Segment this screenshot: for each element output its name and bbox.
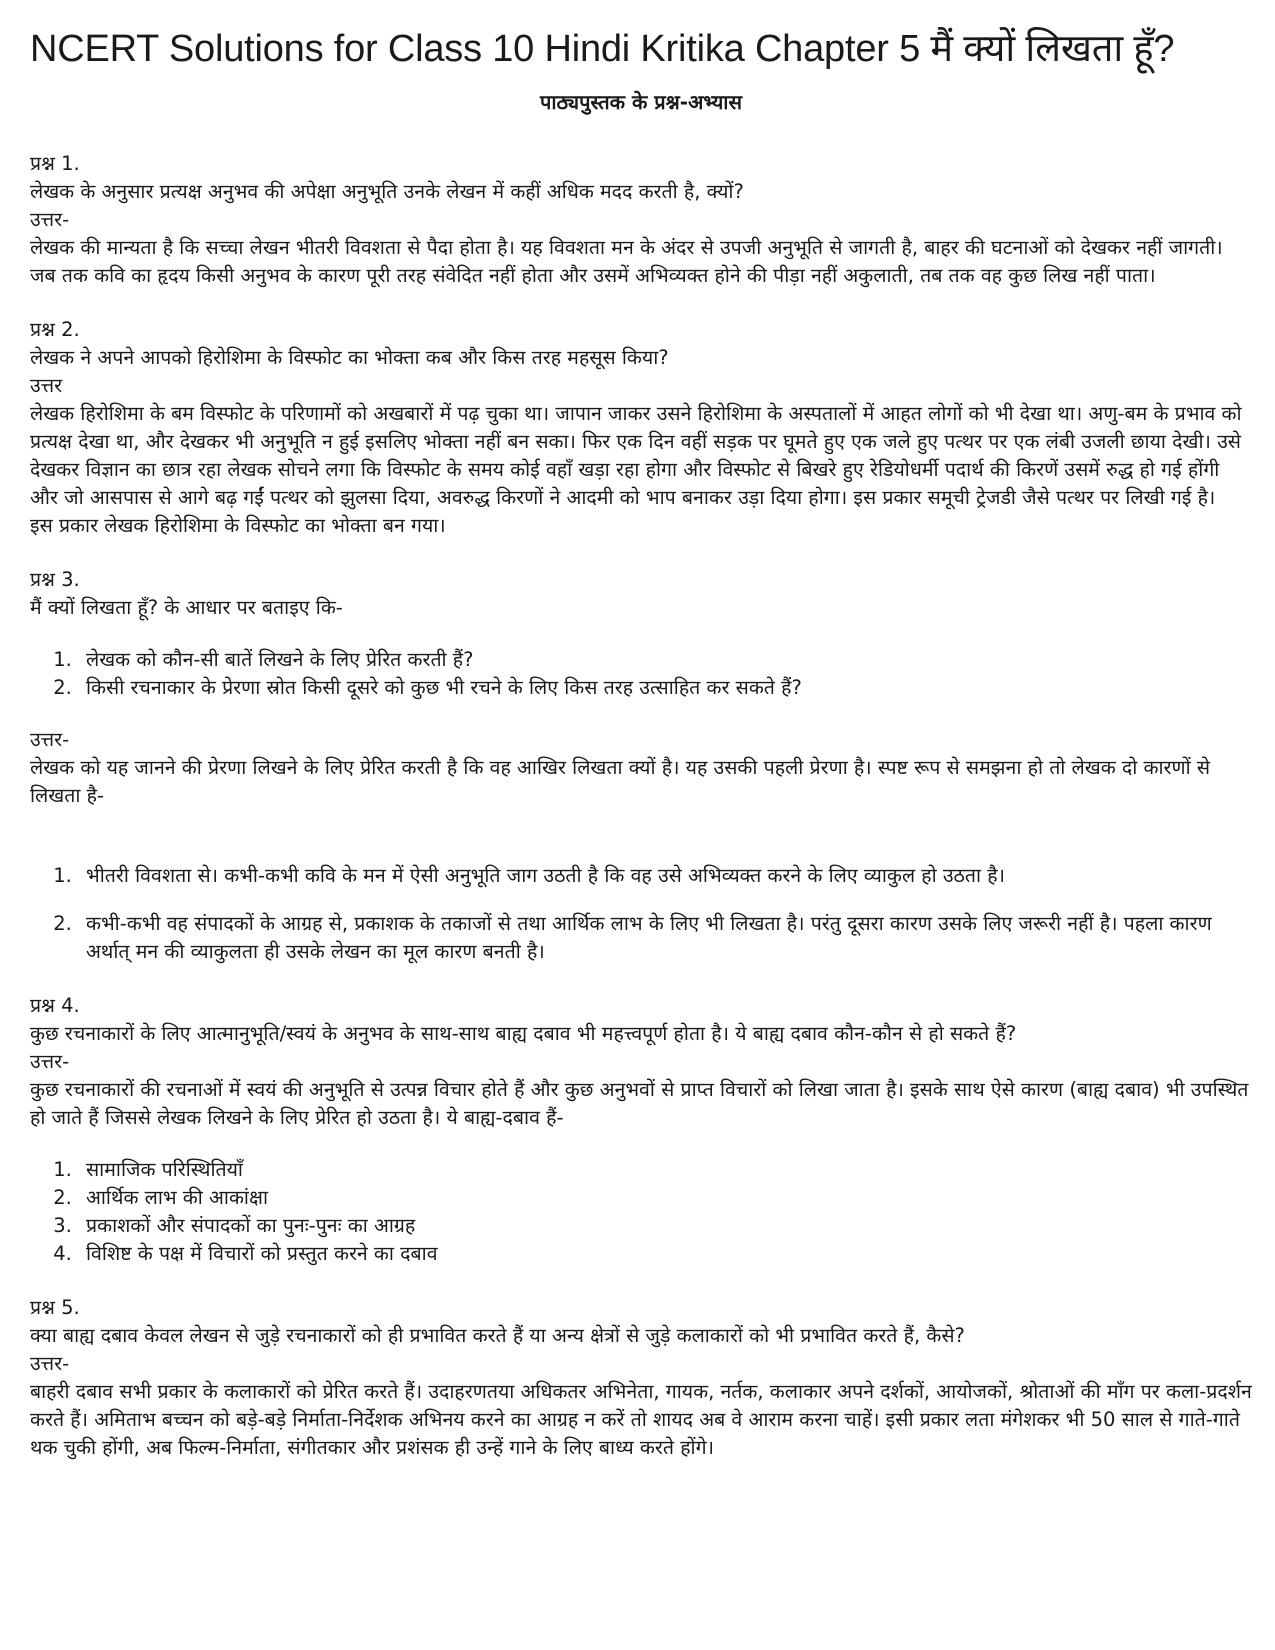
page-title: NCERT Solutions for Class 10 Hindi Kritika Chapter 5 मैं क्यों लिखता हूँ? bbox=[30, 28, 1175, 70]
question-label: प्रश्न 5. bbox=[30, 1295, 80, 1319]
list-item: 4. विशिष्ट के पक्ष में विचारों को प्रस्तुत करने का दबाव bbox=[78, 1240, 1252, 1268]
reason-list bbox=[30, 862, 1252, 966]
question-block-4 bbox=[30, 992, 1252, 1268]
answer-label: उत्तर bbox=[30, 373, 63, 397]
question-block-1 bbox=[30, 150, 1252, 290]
pressure-list bbox=[30, 1156, 1252, 1268]
question-block-3 bbox=[30, 566, 1252, 966]
spacer bbox=[30, 810, 1252, 862]
question-text: मैं क्यों लिखता हूँ? के आधार पर बताइए कि- bbox=[30, 595, 343, 619]
answer-label: उत्तर- bbox=[30, 727, 70, 751]
list-item: 1. भीतरी विवशता से। कभी-कभी कवि के मन में ऐसी अनुभूति जाग उठती है कि वह उसे अभिव्यक्त करने के लिए व्याकुल हो उठता है। bbox=[78, 862, 1252, 890]
question-block-5 bbox=[30, 1294, 1252, 1462]
list-item: 3. प्रकाशकों और संपादकों का पुनः-पुनः का आग्रह bbox=[78, 1212, 1252, 1240]
question-text: लेखक के अनुसार प्रत्यक्ष अनुभव की अपेक्षा अनुभूति उनके लेखन में कहीं अधिक मदद करती है, क्यों? bbox=[30, 179, 744, 203]
question-text: क्या बाह्य दबाव केवल लेखन से जुड़े रचनाकारों को ही प्रभावित करते हैं या अन्य क्षेत्रों से जुड़े कलाकारों को भी प्रभावित करते हैं, कैसे? bbox=[30, 1323, 965, 1347]
question-text: लेखक ने अपने आपको हिरोशिमा के विस्फोट का भोक्ता कब और किस तरह महसूस किया? bbox=[30, 345, 669, 369]
question-text: कुछ रचनाकारों के लिए आत्मानुभूति/स्वयं के अनुभव के साथ-साथ बाह्य दबाव भी महत्त्वपूर्ण होता है। ये बाह्य दबाव कौन-कौन से हो सकते हैं? bbox=[30, 1021, 1017, 1045]
answer-label: उत्तर- bbox=[30, 1351, 70, 1375]
question-label: प्रश्न 2. bbox=[30, 317, 80, 341]
answer-text: लेखक को यह जानने की प्रेरणा लिखने के लिए प्रेरित करती है कि वह आखिर लिखता क्यों है। यह उसकी पहली प्रेरणा है। स्पष्ट रूप से समझना हो तो लेखक दो कारणों से लिखता है- bbox=[30, 755, 1211, 807]
question-label: प्रश्न 3. bbox=[30, 567, 80, 591]
question-label: प्रश्न 4. bbox=[30, 993, 80, 1017]
answer-text: बाहरी दबाव सभी प्रकार के कलाकारों को प्रेरित करते हैं। उदाहरणतया अधिकतर अभिनेता, गायक, नर्तक, कलाकार अपने दर्शकों, आयोजकों, श्रोताओं की माँग पर कला-प्रदर्शन करते हैं। अमिताभ बच्चन को बड़े-बड़े निर्माता-निर्देशक अभिनय करने का आग्रह न करें तो शायद अब वे आराम करना चाहें। इसी प्रकार लता मंगेशकर भी 50 साल से गाते-गाते थक चुकी होंगी, अब फिल्म-निर्माता, संगीतकार और प्रशंसक ही उन्हें गाने के लिए बाध्य करते होंगे। bbox=[30, 1379, 1252, 1459]
list-item: 2. कभी-कभी वह संपादकों के आग्रह से, प्रकाशक के तकाजों से तथा आर्थिक लाभ के लिए भी लिखता है। परंतु दूसरा कारण उसके लिए जरूरी नहीं है। पहला कारण अर्थात् मन की व्याकुलता ही उसके लेखन का मूल कारण बनती है। bbox=[78, 910, 1252, 966]
list-item: 1. सामाजिक परिस्थितियाँ bbox=[78, 1156, 1252, 1184]
question-label: प्रश्न 1. bbox=[30, 151, 80, 175]
answer-text: लेखक हिरोशिमा के बम विस्फोट के परिणामों को अखबारों में पढ़ चुका था। जापान जाकर उसने हिरोशिमा के अस्पतालों में आहत लोगों को भी देखा था। अणु-बम के प्रभाव को प्रत्यक्ष देखा था, और देखकर भी अनुभूति न हुई इसलिए भोक्ता नहीं बन सका। फिर एक दिन वहीं सड़क पर घूमते हुए एक जले हुए पत्थर पर एक लंबी उजली छाया देखी। उसे देखकर विज्ञान का छात्र रहा लेखक सोचने लगा कि विस्फोट के समय कोई वहाँ खड़ा रहा होगा और विस्फोट से बिखरे हुए रेडियोधर्मी पदार्थ की किरणें उसमें रुद्ध हो गई होंगी और जो आसपास से आगे बढ़ गईं पत्थर को झुलसा दिया, अवरुद्ध किरणों ने आदमी को भाप बनाकर उड़ा दिया होगा। इस प्रकार समूची ट्रेजडी जैसे पत्थर पर लिखी गई है। bbox=[30, 401, 1242, 509]
list-item: 2. किसी रचनाकार के प्रेरणा स्रोत किसी दूसरे को कुछ भी रचने के लिए किस तरह उत्साहित कर सकते हैं? bbox=[78, 674, 1252, 702]
question-block-2 bbox=[30, 316, 1252, 540]
answer-label: उत्तर- bbox=[30, 207, 70, 231]
answer-label: उत्तर- bbox=[30, 1049, 70, 1073]
qa-content bbox=[30, 150, 1252, 1462]
list-item: 2. आर्थिक लाभ की आकांक्षा bbox=[78, 1184, 1252, 1212]
list-item: 1. लेखक को कौन-सी बातें लिखने के लिए प्रेरित करती हैं? bbox=[78, 646, 1252, 674]
answer-text: लेखक की मान्यता है कि सच्चा लेखन भीतरी विवशता से पैदा होता है। यह विवशता मन के अंदर से उपजी अनुभूति से जागती है, बाहर की घटनाओं को देखकर नहीं जागती। जब तक कवि का हृदय किसी अनुभव के कारण पूरी तरह संवेदित नहीं होता और उसमें अभिव्यक्त होने की पीड़ा नहीं अकुलाती, तब तक वह कुछ लिख नहीं पाता। bbox=[30, 235, 1223, 287]
answer-conclusion: इस प्रकार लेखक हिरोशिमा के विस्फोट का भोक्ता बन गया। bbox=[30, 513, 446, 537]
sub-question-list bbox=[30, 646, 1252, 702]
section-subtitle: पाठ्यपुस्तक के प्रश्न-अभ्यास bbox=[539, 89, 743, 114]
document-page bbox=[30, 26, 1252, 1462]
answer-text: कुछ रचनाकारों की रचनाओं में स्वयं की अनुभूति से उत्पन्न विचार होते हैं और कुछ अनुभवों से प्राप्त विचारों को लिखा जाता है। इसके साथ ऐसे कारण (बाह्य दबाव) भी उपस्थित हो जाते हैं जिससे लेखक लिखने के लिए प्रेरित हो उठता है। ये बाह्य-दबाव हैं- bbox=[30, 1077, 1249, 1129]
